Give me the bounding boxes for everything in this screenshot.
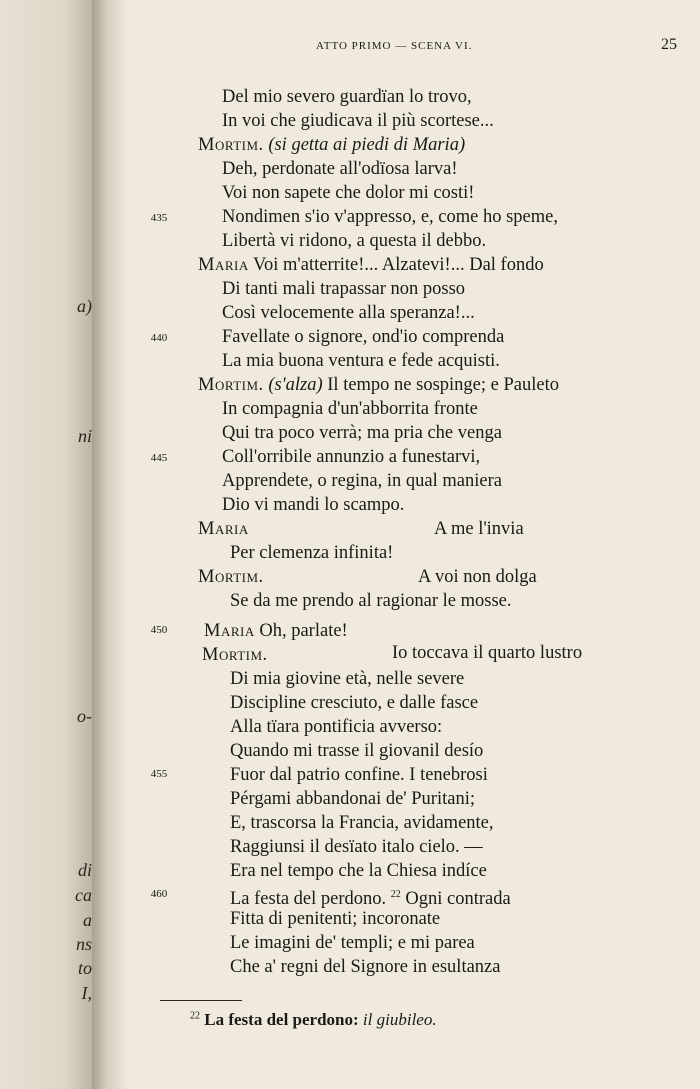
line-number: 460 <box>150 888 168 900</box>
verse-line: Deh, perdonate all'odïosa larva! <box>222 159 458 179</box>
verse-line: Pérgami abbandonai de' Puritani; <box>230 789 475 809</box>
speaker-name: Mortim. <box>202 645 268 665</box>
verse-line: Per clemenza infinita! <box>230 543 394 563</box>
footnote-explanation: il giubileo. <box>362 1010 437 1029</box>
speech-text: A voi non dolga <box>418 567 537 587</box>
speaker-name: Mortim. <box>198 135 264 155</box>
margin-fragment: to <box>77 958 92 978</box>
speaker-line <box>204 620 348 642</box>
verse-line: Libertà vi ridono, a questa il debbo. <box>222 231 487 251</box>
margin-fragment: a) <box>77 296 92 316</box>
verse-line: Discipline cresciuto, e dalle fasce <box>230 693 479 713</box>
line-number: 440 <box>150 332 168 344</box>
verse-line: Le imagini de' templi; e mi parea <box>230 933 475 953</box>
speech-text: Il tempo ne sospinge; e Pauleto <box>327 375 559 395</box>
speaker-name: Maria <box>204 621 255 641</box>
speaker-line <box>198 374 559 396</box>
speech-text: A me l'invia <box>434 519 524 539</box>
speech-text: Voi m'atterrite!... Alzatevi!... Dal fondo <box>253 255 544 275</box>
page-number: 25 <box>661 36 677 53</box>
verse-line: Favellate o signore, ond'io comprenda <box>222 327 505 347</box>
stage-direction: (si getta ai piedi di Maria) <box>268 135 466 155</box>
verse-line <box>230 884 511 910</box>
verse-line: Che a' regni del Signore in esultanza <box>230 957 501 977</box>
book-gutter <box>92 0 126 1089</box>
line-number: 445 <box>150 452 168 464</box>
verse-line: Dio vi mandi lo scampo. <box>222 495 405 515</box>
verse-line: Coll'orribile annunzio a funestarvi, <box>222 447 481 467</box>
verse-line: Alla tïara pontificia avverso: <box>230 717 443 737</box>
speaker-line <box>198 518 249 540</box>
verse-line: Apprendete, o regina, in qual maniera <box>222 471 502 491</box>
verse-text: La festa del perdono. <box>230 889 387 910</box>
verse-line: Nondimen s'io v'appresso, e, come ho speme, <box>222 207 558 227</box>
verse-line: Voi non sapete che dolor mi costi! <box>222 183 475 203</box>
margin-fragment: a <box>83 910 92 930</box>
verse-line: Fitta di penitenti; incoronate <box>230 909 441 929</box>
margin-fragment: di <box>77 860 92 880</box>
speaker-line <box>198 134 465 156</box>
footnote-term: La festa del perdono <box>204 1010 353 1029</box>
verse-line: Era nel tempo che la Chiesa indíce <box>230 861 487 881</box>
verse-line: Raggiunsi il desïato italo cielo. — <box>230 837 483 857</box>
verse-line: La mia buona ventura e fede acquisti. <box>222 351 500 371</box>
speech-text: Io toccava il quarto lustro <box>392 643 583 663</box>
speaker-name: Maria <box>198 519 249 539</box>
margin-fragment: I, <box>81 983 92 1003</box>
speaker-name: Maria <box>198 255 249 275</box>
speaker-name: Mortim. <box>198 375 264 395</box>
footnote-rule <box>160 1000 242 1001</box>
line-number: 455 <box>150 768 168 780</box>
speaker-name: Mortim. <box>198 567 264 587</box>
verse-line: Se da me prendo al ragionar le mosse. <box>230 591 512 611</box>
footnote-colon: : <box>353 1010 359 1029</box>
verse-line: Del mio severo guardïan lo trovo, <box>222 87 472 107</box>
speaker-line <box>198 254 544 276</box>
verse-line: Di tanti mali trapassar non posso <box>222 279 466 299</box>
verse-line: In voi che giudicava il più scortese... <box>222 111 494 131</box>
margin-fragment: o- <box>77 706 92 726</box>
verse-line: In compagnia d'un'abborrita fronte <box>222 399 478 419</box>
margin-fragment: ns <box>75 934 92 954</box>
line-number: 450 <box>150 624 168 636</box>
running-title: ATTO PRIMO — SCENA VI. <box>316 40 473 52</box>
speech-text: Oh, parlate! <box>259 621 348 641</box>
speaker-line <box>202 644 268 666</box>
verse-line: Quando mi trasse il giovanil desío <box>230 741 484 761</box>
line-number: 435 <box>150 212 168 224</box>
footnote-number: 22 <box>190 1010 200 1022</box>
verse-line: Così velocemente alla speranza!... <box>222 303 475 323</box>
margin-fragment: ca <box>75 885 92 905</box>
speaker-line <box>198 566 264 588</box>
verse-text: Ogni contrada <box>405 889 511 910</box>
left-page-fragment <box>0 0 92 1089</box>
verse-line: Qui tra poco verrà; ma pria che venga <box>222 423 502 443</box>
footnote <box>190 1010 437 1030</box>
verse-line: Fuor dal patrio confine. I tenebrosi <box>230 765 488 785</box>
stage-direction: (s'alza) <box>268 375 323 395</box>
footnote-marker: 22 <box>390 889 401 900</box>
verse-line: Di mia giovine età, nelle severe <box>230 669 465 689</box>
margin-fragment: ni <box>77 426 92 446</box>
verse-line: E, trascorsa la Francia, avidamente, <box>230 813 494 833</box>
